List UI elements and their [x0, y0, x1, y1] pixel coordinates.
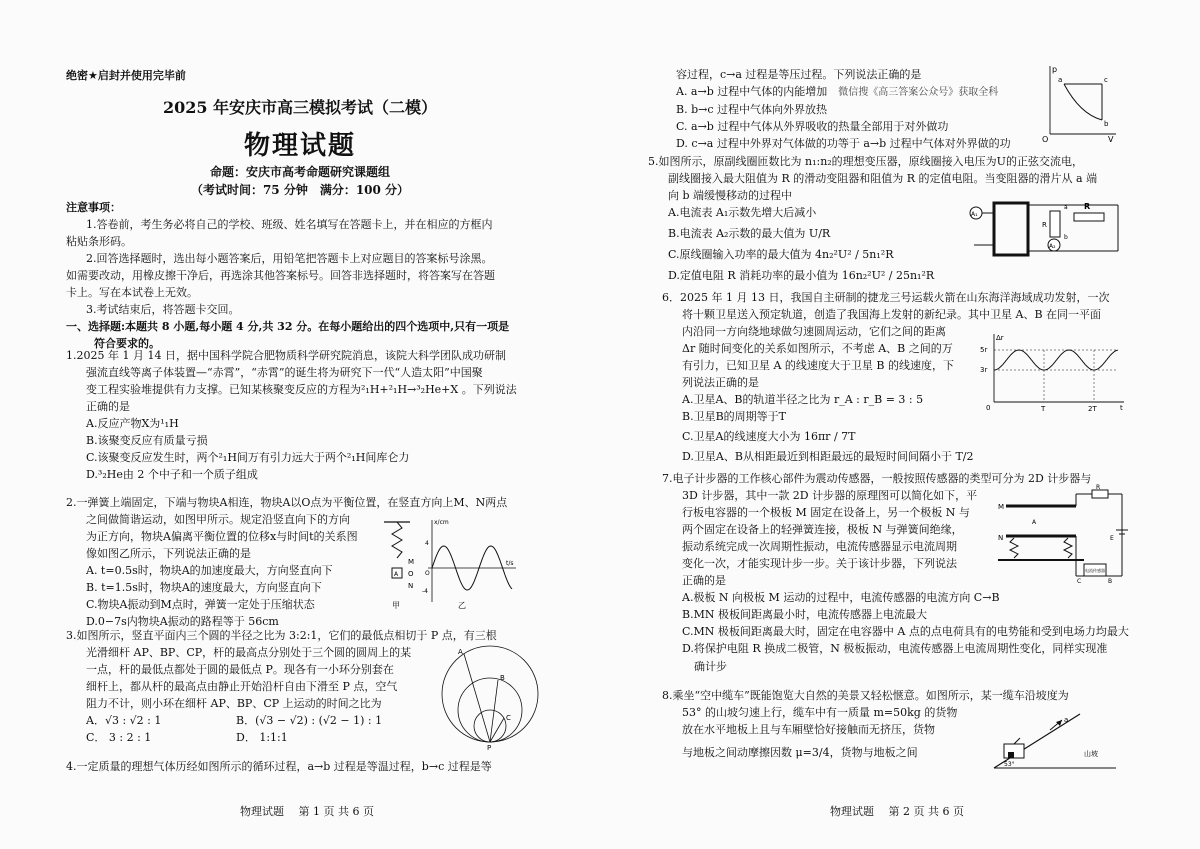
q2-label-n: N — [408, 582, 414, 590]
footer-page-2: 物理试题 第 2 页 共 6 页 — [830, 805, 964, 818]
q5-line: 副线圈接入最大阻值为 R 的滑动变阻器和阻值为 R 的定值电阻。当变阻器的滑片从 a 端 — [668, 172, 1098, 186]
q4-line: 容过程，c→a 过程是等压过程。下列说法正确的是 — [676, 68, 922, 81]
q3-line: 一点，杆的最低点都处于圆的最低点 P。现各有一小环分别套在 — [86, 663, 394, 677]
q4-point-c: c — [1104, 76, 1108, 84]
q2-label-yi: 乙 — [458, 601, 466, 610]
q4-point-b: b — [1104, 120, 1109, 128]
q7-line: 振动系统完成一次周期性振动，电流传感器显示电流周期 — [682, 540, 957, 554]
q2-xlabel: t/s — [506, 560, 514, 567]
exam-title: 2025 年安庆市高三模拟考试（二模） — [162, 98, 438, 117]
q2-ytick-bot: -4 — [422, 588, 428, 595]
question-1 — [66, 347, 601, 483]
notes-title: 注意事项： — [66, 201, 121, 214]
note-1a: 1.答卷前，考生务必将自己的学校、班级、姓名填写在答题卡上，并在相应的方框内 — [86, 218, 493, 232]
q5-option-a: A.电流表 A₁示数先增大后减小 — [668, 206, 817, 220]
q6-axis-t: t — [1120, 404, 1123, 412]
q5-resistor-r: R — [1042, 221, 1047, 229]
q4-origin: O — [1042, 135, 1049, 144]
q3-label-c: C — [506, 714, 511, 722]
q3-option-c: C． 3 : 2 : 1 — [86, 731, 152, 745]
q7-plate-n: N — [998, 534, 1004, 542]
q5-resistor-r2: R — [1084, 202, 1091, 211]
note-2b: 如需要改动，用橡皮擦干净后，再选涂其他答案标号。回答非选择题时，将答案写在答题 — [66, 269, 495, 283]
q1-line: 正确的是 — [86, 400, 130, 414]
q7-node-b: B — [1108, 578, 1113, 585]
question-2 — [66, 494, 601, 630]
q7-current-sensor: 电流传感器 — [1085, 568, 1105, 573]
q2-ylabel: x/cm — [434, 519, 449, 526]
q8-line: 与地板之间动摩擦因数 μ=3/4，货物与地板之间 — [682, 746, 918, 760]
q6-graph — [978, 330, 1128, 414]
q6-tick-5r: 5r — [980, 346, 988, 354]
q2-line: 像如图乙所示，下列说法正确的是 — [86, 547, 251, 561]
q7-node-c: C — [1077, 578, 1082, 585]
q5-label-a: a — [1064, 204, 1068, 211]
q2-line: 2.一弹簧上端固定，下端与物块A相连，物块A以O点为平衡位置，在竖直方向上M、N两点 — [66, 496, 508, 509]
q2-line: 为正方向，物块A偏离平衡位置的位移x与时间t的关系图 — [86, 530, 358, 544]
q6-line: 将十颗卫星送入预定轨道，创造了我国海上发射的新纪录。其中卫星 A、B 在同一平面 — [682, 308, 1102, 322]
q7-line: 正确的是 — [682, 574, 726, 588]
q6-line: 内沿同一方向绕地球做匀速圆周运动，它们之间的距离 — [682, 325, 946, 339]
note-3: 3.考试结束后，将答题卡交回。 — [86, 303, 240, 317]
q8-cablecar-figure — [990, 710, 1120, 772]
q4-point-a: a — [1058, 76, 1063, 84]
q8-line: 53° 的山坡匀速上行，缆车中有一质量 m=50kg 的货物 — [682, 706, 958, 720]
author-line: 命题：安庆市高考命题研究课题组 — [209, 165, 390, 179]
q5-option-b: B.电流表 A₂示数的最大值为 U/R — [668, 227, 831, 241]
q1-line: 变工程实验堆提供有力支撑。已知某核聚变反应的方程为²₁H+²₁H→³₂He+X 。下列说法 — [86, 383, 517, 397]
note-2a: 2.回答选择题时，选出每小题答案后，用铅笔把答题卡上对应题目的答案标号涂黑。 — [86, 252, 493, 266]
q6-axis-dr: Δr — [996, 334, 1004, 342]
q6-distance-curve — [994, 350, 1118, 370]
q3-label-p: P — [487, 744, 492, 752]
q7-plate-m: M — [998, 503, 1005, 511]
q4-option-d: D. c→a 过程中外界对气体做的功等于 a→b 过程中气体对外界做的功 — [676, 136, 1011, 150]
q2-label-jia: 甲 — [392, 601, 400, 610]
subject-title: 物理试题 — [243, 131, 356, 161]
q5-meter-a2: A₂ — [1049, 243, 1056, 250]
q2-label-o: O — [408, 570, 414, 578]
q5-line: 5.如图所示，原副线圈匝数比为 n₁:n₂的理想变压器，原线圈接入电压为U的正弦交流电， — [648, 155, 1083, 168]
q6-line: 列说法正确的是 — [682, 376, 759, 390]
q2-option-c: C.物块A振动到M点时，弹簧一定处于压缩状态 — [86, 598, 315, 612]
q1-option-d: D.³₂He由 2 个中子和一个质子组成 — [86, 468, 258, 482]
q3-option-d: D． 1:1:1 — [236, 731, 288, 745]
question-4-cont — [676, 66, 1056, 152]
q7-option-b: B.MN 极板间距离最小时，电流传感器上电流最大 — [682, 608, 927, 622]
q2-option-b: B. t=1.5s时，物块A的速度最大，方向竖直向下 — [86, 581, 322, 595]
q2-label-a: A — [394, 571, 399, 578]
q3-line: 细杆上，都从杆的最高点由静止开始沿杆自由下滑至 P 点，空气 — [86, 680, 398, 694]
q7-option-d: D.将保护电阻 R 换成二极管，N 极板振动，电流传感器上电流周期性变化，同样实现准 — [682, 642, 1108, 656]
q2-line: 之间做简谐运动，如图甲所示。规定沿竖直向下的方向 — [86, 513, 350, 527]
q2-ytick-top: 4 — [425, 540, 429, 547]
q6-line: 有引力，已知卫星 A 的线速度大于卫星 B 的线速度，下 — [682, 359, 955, 373]
q5-circuit-figure — [968, 195, 1124, 265]
q2-label-m: M — [408, 558, 415, 566]
q6-option-a: A.卫星A、B的轨道半径之比为 r_A : r_B = 3 : 5 — [682, 393, 924, 407]
q7-line: 3D 计步器，其中一款 2D 计步器的原理图可以简化如下，平 — [682, 489, 978, 503]
q2-option-a: A. t=0.5s时，物块A的加速度最大，方向竖直向下 — [86, 564, 333, 578]
q6-tick-t: T — [1041, 405, 1046, 413]
q1-line: 强流直线等离子体装置—“赤霄”，“赤霄”的诞生将为研究下一代“人造太阳”中国聚 — [86, 366, 483, 380]
section1-heading-cont: 符合要求的。 — [94, 337, 160, 351]
watermark-text: 微信搜《高三答案公众号》获取全科 — [838, 87, 999, 99]
q1-option-c: C.该聚变反应发生时，两个²₁H间万有引力远大于两个²₁H间库仑力 — [86, 451, 410, 465]
q8-label-slope: 山坡 — [1084, 750, 1098, 758]
q1-option-a: A.反应产物X为¹₁H — [86, 417, 179, 431]
q4-pv-figure — [1040, 62, 1120, 144]
q4-axis-p: p — [1052, 65, 1058, 74]
q4-option-a: A. a→b 过程中气体的内能增加 微信搜《高三答案公众号》获取全科 — [676, 85, 999, 99]
q5-option-c: C.原线圈输入功率的最大值为 4n₂²U² / 5n₁²R — [668, 248, 894, 262]
section1-heading: 一、选择题:本题共 8 小题,每小题 4 分,共 32 分。在每小题给出的四个选项中,只有一项是 — [66, 320, 510, 334]
q5-label-b: b — [1064, 234, 1068, 241]
q6-line: 6．2025 年 1 月 13 日，我国自主研制的捷龙三号运载火箭在山东海洋海域成功发射，一次 — [662, 291, 1110, 304]
time-score-line: （考试时间：75 分钟 满分：100 分） — [190, 183, 410, 197]
q6-option-b: B.卫星B的周期等于T — [682, 410, 786, 424]
note-2c: 卡上。写在本试卷上无效。 — [66, 286, 198, 300]
q3-label-b: B — [500, 674, 505, 682]
footer-page-1: 物理试题 第 1 页 共 6 页 — [240, 805, 374, 818]
q2-option-d: D.0−7s内物块A振动的路程等于 56cm — [86, 615, 279, 629]
q7-line: 两个固定在设备上的轻弹簧连接，极板 N 与弹簧间绝缘， — [682, 523, 963, 537]
q7-line: 7.电子计步器的工作核心部件为震动传感器，一般按照传感器的类型可分为 2D 计步器与 — [662, 472, 1092, 485]
q7-pedometer-figure — [992, 484, 1128, 585]
q4-axis-v: V — [1108, 135, 1114, 144]
q3-option-b: B．(√3 − √2) : (√2 − 1) : 1 — [236, 714, 383, 728]
q6-option-c: C.卫星A的线速度大小为 16πr / 7T — [682, 430, 856, 444]
q3-figure — [440, 640, 540, 750]
q7-resistor-r: R — [1096, 484, 1101, 491]
q8-label-angle: 53° — [1004, 761, 1015, 768]
notes-block — [66, 199, 596, 352]
q3-line: 光滑细杆 AP、BP、CP，杆的最高点分别处于三个圆的圆周上的某 — [86, 646, 412, 660]
q3-label-a: A — [458, 648, 463, 656]
q6-option-d: D.卫星A、B从相距最近到相距最远的最短时间间隔小于 T/2 — [682, 450, 974, 464]
q7-emf-e: E — [1110, 535, 1114, 542]
note-1b: 粘贴条形码。 — [66, 235, 132, 249]
q8-line: 8.乘坐“空中缆车”既能饱览大自然的美景又轻松惬意。如图所示，某一缆车沿坡度为 — [662, 689, 1069, 702]
q2-origin: O — [425, 570, 430, 577]
q6-line: Δr 随时间变化的关系如图所示，不考虑 A、B 之间的万 — [682, 342, 953, 356]
q6-tick-3r: 3r — [980, 366, 988, 374]
q6-origin: 0 — [986, 404, 991, 412]
q8-label-a: a — [1064, 716, 1069, 724]
q4-line: 4.一定质量的理想气体历经如图所示的循环过程，a→b 过程是等温过程，b→c 过程是等 — [66, 760, 492, 773]
confidential-label: 绝密★启封并使用完毕前 — [66, 69, 186, 82]
q1-option-b: B.该聚变反应有质量亏损 — [86, 434, 208, 448]
q3-line: 阻力不计，则小环在细杆 AP、BP、CP 上运动的时间之比为 — [86, 697, 382, 711]
q5-meter-a1: A₁ — [971, 211, 978, 218]
q5-option-d: D.定值电阻 R 消耗功率的最小值为 16n₂²U² / 25n₁²R — [668, 269, 935, 283]
question-4-start — [66, 758, 601, 775]
q7-line: 变化一次，才能实现计步一步。关于该计步器，下列说法 — [682, 557, 957, 571]
q4-option-b: B. b→c 过程中气体向外界放热 — [676, 102, 827, 116]
q7-option-c: C.MN 极板间距离最大时，固定在电容器中 A 点的点电荷具有的电势能和受到电场力均最大 — [682, 625, 1129, 639]
q4-option-c: C. a→b 过程中气体从外界吸收的热量全部用于对外做功 — [676, 119, 949, 133]
q8-line: 放在水平地板上且与车厢壁恰好接触而无挤压，货物 — [682, 723, 935, 737]
q6-tick-2t: 2T — [1088, 405, 1097, 413]
q3-option-a: A．√3 : √2 : 1 — [86, 714, 162, 728]
q7-option-a: A.极板 N 向极板 M 运动的过程中，电流传感器的电流方向 C→B — [682, 591, 1000, 605]
q7-option-d-cont: 确计步 — [694, 659, 727, 673]
q2-figure — [380, 516, 520, 616]
q3-line: 3.如图所示，竖直平面内三个圆的半径之比为 3:2:1，它们的最低点相切于 P 点，有三根 — [66, 629, 497, 642]
q5-line: 向 b 端缓慢移动的过程中 — [668, 189, 793, 203]
q1-line: 1.2025 年 1 月 14 日，据中国科学院合肥物质科学研究院消息，该院大科学团队成功研制 — [66, 349, 506, 362]
q7-line: 行板电容器的一个极板 M 固定在设备上，另一个极板 N 与 — [682, 506, 970, 520]
q7-point-a: A — [1032, 519, 1037, 526]
